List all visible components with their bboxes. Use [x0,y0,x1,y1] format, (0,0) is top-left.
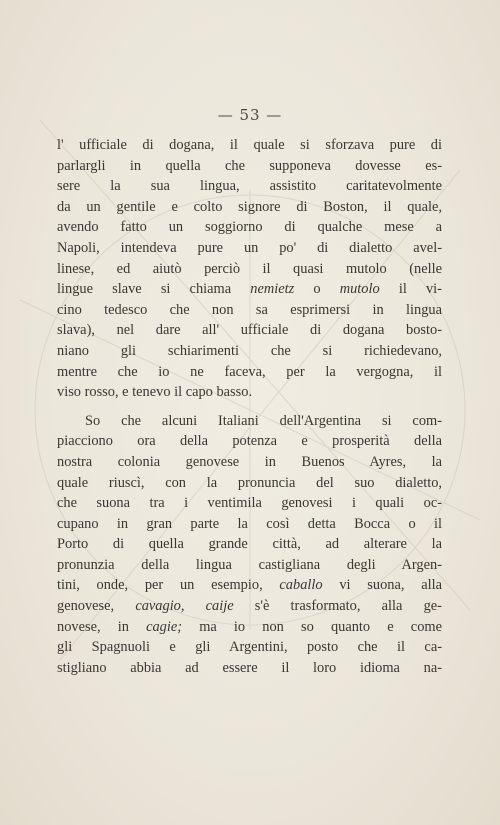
text-line: mentre che io ne faceva, per la vergogna, il [57,363,442,380]
body-text [57,135,442,678]
italic-word: nemietz [250,281,295,298]
text-line: da un gentile e colto signore di Boston, il quale, [57,198,442,215]
text-line: l' ufficiale di dogana, il quale si sforzava pure di [57,137,442,153]
italic-word: mutolo [339,281,380,298]
text-segment: o [313,281,321,298]
text-line: nostra colonia genovese in Buenos Ayres, la [57,453,442,470]
italic-word: cagie; [146,618,183,635]
text-line: viso rosso, e tenevo il capo basso. [57,384,253,401]
text-line: quale riuscì, con la pronuncia del suo dialetto, [57,474,442,491]
text-line: piacciono ora della potenza e prosperità della [57,433,442,450]
text-line: Napoli, intendeva pure un po' di dialetto avel- [57,239,442,256]
text-line: cupano in gran parte la così detta Bocca o il [57,515,442,532]
text-line-mixed [57,596,442,617]
paragraph-gap [57,403,442,411]
text-segment: tini, onde, per un esempio, [57,577,263,594]
text-line-mixed [57,575,442,596]
text-line: gli Spagnuoli e gli Argentini, posto che il ca- [57,639,442,656]
text-line-mixed [57,279,442,300]
text-line: Porto di quella grande città, ad alterare la [57,536,442,553]
text-line: So che alcuni Italiani dell'Argentina si com- [85,412,442,429]
text-line: cino tedesco che non sa esprimersi in lingua [57,301,442,318]
text-line-mixed [57,617,442,638]
text-segment: lingue slave si chiama [57,281,232,298]
text-line: pronunzia della lingua castigliana degli Argen- [57,556,442,573]
text-line: che suona tra i ventimila genovesi i quali oc- [57,495,442,512]
text-segment: il vi- [398,281,442,298]
text-line: linese, ed aiutò perciò il quasi mutolo (nelle [57,260,442,277]
text-segment: genovese, [57,598,115,615]
text-segment: s'è trasformato, alla ge- [254,598,442,615]
italic-word: caije [205,598,234,615]
italic-word: cavagio, [135,598,185,615]
text-line: niano gli schiarimenti che si richiedevano, [57,342,442,359]
text-line: parlargli in quella che supponeva dovesse es- [57,157,442,174]
text-segment: vi suona, alla [339,577,442,594]
page-number: — 53 — [217,106,283,124]
text-segment: ma io non so quanto e come [199,618,442,635]
text-line: slava), nel dare all' ufficiale di dogana bosto- [57,322,442,339]
text-line: sere la sua lingua, assistito caritatevolmente [57,178,442,195]
text-segment: novese, in [57,618,129,635]
italic-word: caballo [279,577,323,594]
text-line: stigliano abbia ad essere il loro idioma na- [57,659,442,676]
text-line: avendo fatto un soggiorno di qualche mese a [57,219,442,236]
